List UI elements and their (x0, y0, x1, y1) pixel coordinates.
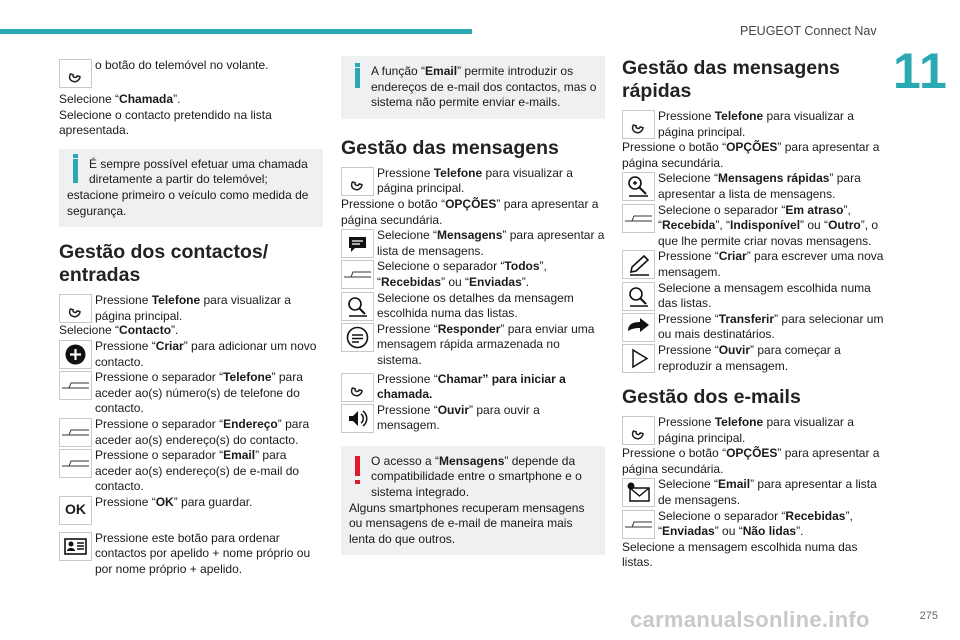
step (59, 531, 323, 578)
bold-text: Mensagens (439, 453, 505, 468)
tab-icon (59, 418, 92, 447)
text: ” para selecionar um ou mais destinatários. (658, 311, 884, 342)
note-text: É sempre possível efetuar uma chamada diretamente a partir do telemóvel; (89, 156, 308, 187)
warning-icon (355, 456, 360, 476)
info-note (59, 149, 323, 227)
step (59, 495, 323, 527)
quick-messages-icon (622, 172, 655, 201)
bold-text: Responder (437, 321, 501, 336)
paragraph (622, 140, 888, 171)
tab-icon (59, 449, 92, 478)
text: ”. (796, 524, 804, 539)
text: Pressione (658, 109, 715, 123)
email-icon (622, 478, 655, 507)
bold-text: Ouvir (437, 402, 470, 417)
bold-text: Telefone (433, 165, 483, 180)
message-detail-icon (341, 292, 374, 321)
running-title: PEUGEOT Connect Nav (740, 24, 877, 38)
text: Pressione o botão “ (341, 196, 446, 211)
bold-text: Contacto (119, 323, 172, 338)
bold-text: Chamar” para iniciar a chamada. (377, 371, 566, 402)
bold-text: Telefone (714, 109, 764, 123)
bold-text: Email (718, 477, 751, 492)
text: Pressione “ (377, 321, 438, 336)
bold-text: Não lidas (742, 524, 797, 539)
text: Pressione (95, 293, 152, 308)
bold-text: Endereço (223, 416, 278, 431)
play-icon (622, 344, 655, 373)
phone-icon (622, 416, 655, 445)
text: ”, “ (715, 218, 731, 233)
text: Pressione (658, 415, 715, 430)
text: ” para guardar. (173, 494, 253, 509)
text: ” para apresentar a página secundária. (341, 196, 599, 227)
bold-text: Transferir (718, 311, 775, 326)
bold-text: Chamada (119, 92, 174, 106)
text: ”. (521, 274, 530, 289)
text: Selecione o separador “ (377, 259, 505, 274)
text: ” ou “ (714, 524, 743, 539)
text: ”, “ (377, 259, 547, 289)
section-heading: Gestão das mensagens (341, 136, 559, 159)
ok-icon-label: OK (65, 500, 86, 517)
step (341, 372, 605, 403)
bold-text: Telefone (151, 293, 201, 308)
bold-text: Telefone (714, 415, 764, 430)
bold-text: Outro (828, 218, 861, 233)
paragraph (59, 323, 323, 339)
step-phone-wheel (59, 58, 323, 88)
step (622, 343, 888, 374)
step (622, 312, 888, 343)
info-icon (355, 68, 360, 88)
bold-text: OPÇÕES (726, 446, 778, 461)
text: Pressione o separador “ (95, 416, 224, 431)
add-circle-icon (59, 340, 92, 369)
tab-icon (341, 260, 374, 289)
section-heading: Gestão dos contactos/ entradas (59, 241, 269, 287)
text: ”. (171, 323, 179, 338)
text: Pressione “ (658, 249, 719, 264)
step (622, 171, 888, 202)
paragraph (59, 92, 323, 139)
step (622, 203, 888, 250)
step (59, 339, 323, 370)
text: ”, “ (658, 202, 851, 233)
step (622, 477, 888, 508)
text: ” ou “ (441, 274, 470, 289)
phone-icon (622, 110, 655, 139)
text: Pressione “ (95, 338, 156, 353)
bold-text: Recebidas (785, 508, 846, 523)
chapter-number: 11 (893, 43, 948, 99)
text: Selecione “ (59, 92, 120, 106)
step (59, 448, 323, 495)
text: Selecione o separador “ (658, 508, 786, 523)
step (59, 417, 323, 448)
step (59, 370, 323, 417)
reply-icon (341, 323, 374, 352)
bold-text: Telefone (223, 370, 272, 385)
message-detail-icon (622, 282, 655, 311)
header-accent-bar (0, 29, 472, 34)
step (341, 291, 605, 322)
text: ” depende da compatibilidade entre o smartphone e o sistema integrado. (371, 453, 582, 500)
section-heading: Gestão das mensagens rápidas (622, 57, 840, 102)
tab-icon (622, 204, 655, 233)
tab-icon (622, 510, 655, 539)
step (341, 228, 605, 259)
text: Pressione o botão “ (622, 140, 727, 155)
text: Pressione “ (377, 402, 438, 417)
paragraph (622, 446, 888, 477)
bold-text: Recebida (662, 218, 716, 233)
transfer-icon (622, 313, 655, 342)
bold-text: OPÇÕES (726, 140, 778, 155)
text: Selecione a mensagem escolhida numa das listas. (658, 280, 871, 311)
column-2 (341, 56, 605, 561)
text: ” para apresentar a página secundária. (622, 446, 880, 476)
bold-text: Criar (718, 249, 747, 264)
step (622, 415, 888, 446)
messages-icon (341, 229, 374, 258)
text: Pressione o separador “ (95, 370, 224, 385)
phone-icon (59, 59, 92, 88)
section-heading: Gestão dos e-mails (622, 386, 801, 409)
text: ” para aceder ao(s) endereço(s) do contacto. (95, 416, 310, 447)
step (622, 109, 888, 140)
text: Selecione “ (59, 323, 120, 338)
text: para visualizar a página principal. (658, 109, 854, 139)
ok-icon (59, 496, 92, 525)
column-1 (59, 56, 323, 578)
text: Selecione o separador “ (658, 202, 786, 217)
text: ” para apresentar a lista de mensagens. (658, 171, 861, 201)
step (622, 509, 888, 540)
bold-text: Criar (155, 338, 184, 353)
text: Pressione este botão para ordenar contactos por apelido + nome próprio ou por nome próprio + apelido. (95, 530, 311, 577)
text: Selecione “ (377, 228, 438, 243)
column-3 (622, 56, 888, 571)
step (59, 293, 323, 324)
text: ” para aceder ao(s) endereço(s) de e-mail do contacto. (95, 448, 300, 494)
sort-contacts-icon (59, 532, 92, 561)
text: Pressione o separador “ (95, 448, 224, 463)
paragraph (341, 197, 605, 228)
text: ” para aceder ao(s) número(s) de telefone do contacto. (95, 370, 303, 416)
warning-note (341, 446, 605, 556)
text: Pressione “ (658, 342, 719, 357)
bold-text: Email (425, 64, 458, 78)
watermark: carmanualsonline.info (630, 607, 870, 632)
step-text: o botão do telemóvel no volante. (95, 58, 269, 72)
page-number: 275 (919, 610, 938, 622)
phone-icon (341, 373, 374, 402)
bold-text: Enviadas (662, 524, 715, 539)
phone-icon (59, 294, 92, 323)
step (341, 322, 605, 369)
text: ”, o que lhe permite criar novas mensagens. (658, 218, 879, 248)
bold-text: Recebidas (381, 274, 442, 289)
text: para visualizar a página principal. (377, 165, 573, 196)
step (341, 166, 605, 197)
bold-text: OK (155, 494, 174, 509)
text: ” para começar a reproduzir a mensagem. (658, 342, 841, 373)
pen-icon (622, 250, 655, 279)
info-note (341, 56, 605, 119)
tab-icon (59, 371, 92, 400)
bold-text: Email (223, 448, 256, 463)
bold-text: Ouvir (718, 342, 751, 357)
text: ” para escrever uma nova mensagem. (658, 249, 884, 279)
text: ” para adicionar um novo contacto. (95, 338, 317, 369)
bold-text: Mensagens (437, 228, 503, 243)
text: ” para enviar uma mensagem rápida armazenada no sistema. (377, 321, 595, 367)
text: Selecione os detalhes da mensagem escolhida numa das listas. (377, 290, 574, 321)
step (341, 259, 605, 290)
text: Pressione (377, 165, 434, 180)
bold-text: Indisponível (730, 218, 801, 233)
text: Selecione “ (658, 477, 719, 492)
step (341, 403, 605, 434)
note-text: estacione primeiro o veículo como medida de segurança. (67, 187, 309, 218)
text: Pressione o botão “ (622, 446, 727, 461)
bold-text: Em atraso (785, 202, 844, 217)
text: ” ou “ (800, 218, 829, 233)
text: O acesso a “ (371, 453, 440, 468)
bold-text: Enviadas (469, 274, 522, 289)
text: para visualizar a página principal. (95, 293, 291, 323)
text: ” para apresentar a página secundária. (622, 140, 880, 170)
step (622, 281, 888, 312)
text: ”, “ (658, 508, 853, 539)
bold-text: Todos (504, 259, 540, 274)
text: Selecione o contacto pretendido na lista apresentada. (59, 107, 272, 138)
note-text: Alguns smartphones recuperam mensagens ou mensagens de e-mail de maneira mais lenta do que outros. (349, 500, 585, 546)
text: Pressione “ (658, 311, 719, 326)
speaker-icon (341, 404, 374, 433)
text: ” para apresentar a lista de mensagens. (658, 477, 877, 508)
text: ” para apresentar a lista de mensagens. (377, 228, 605, 258)
text: para visualizar a página principal. (658, 415, 854, 445)
bold-text: OPÇÕES (445, 196, 497, 211)
text: A função “ (371, 64, 426, 78)
text: ” permite introduzir os endereços de e-mail dos contactos, mas o sistema não permite enviar e-mails. (371, 64, 597, 110)
phone-icon (341, 167, 374, 196)
bold-text: Mensagens rápidas (718, 171, 830, 186)
text: Selecione “ (658, 171, 719, 186)
paragraph: Selecione a mensagem escolhida numa das listas. (622, 539, 858, 570)
text: ” para ouvir a mensagem. (377, 402, 540, 433)
text: Pressione “ (95, 494, 156, 509)
info-icon (73, 159, 78, 183)
step (622, 249, 888, 280)
text: Pressione “ (377, 371, 438, 386)
text: ”. (173, 92, 181, 106)
